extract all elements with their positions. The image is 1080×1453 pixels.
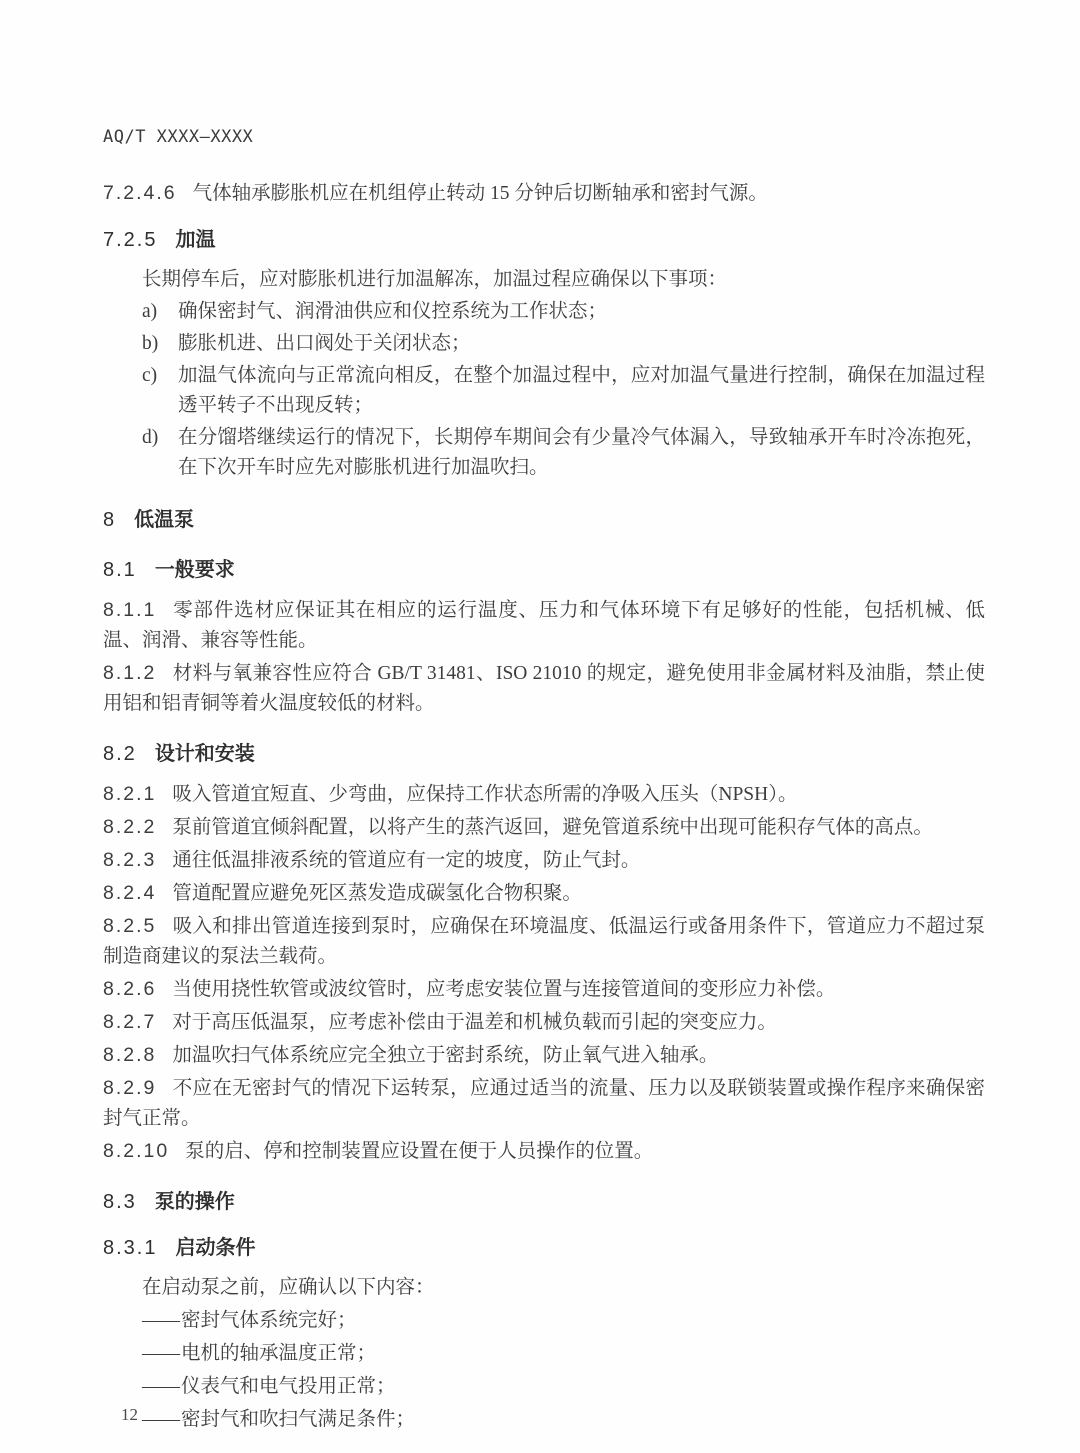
clause-number: 8.2.6 xyxy=(103,978,157,1000)
clause xyxy=(103,1136,985,1167)
clause xyxy=(103,1040,985,1071)
clause-number: 8.1.1 xyxy=(103,599,157,621)
clause xyxy=(103,595,985,656)
list-item xyxy=(103,423,985,483)
clause-text: 吸入和排出管道连接到泵时，应确保在环境温度、低温运行或备用条件下，管道应力不超过泵制造商建议的泵法兰载荷。 xyxy=(103,916,985,967)
section-heading xyxy=(103,739,985,769)
dash-item-text: 密封气体系统完好； xyxy=(181,1310,357,1331)
standard-number-header: AQ/T XXXX—XXXX xyxy=(103,127,254,147)
heading-number: 7.2.5 xyxy=(103,229,158,251)
clause xyxy=(103,1073,985,1134)
list-marker: a) xyxy=(142,301,158,322)
dash-item xyxy=(103,1339,985,1369)
clause-number: 8.2.9 xyxy=(103,1077,157,1099)
clause-text: 通往低温排液系统的管道应有一定的坡度，防止气封。 xyxy=(172,850,641,871)
clause-number: 8.2.1 xyxy=(103,783,157,805)
list-item xyxy=(103,297,985,327)
dash-item xyxy=(103,1405,985,1435)
dash-marker: —— xyxy=(142,1343,179,1364)
section-heading xyxy=(103,1187,985,1217)
dash-item xyxy=(103,1306,985,1336)
heading-title: 低温泵 xyxy=(134,509,195,531)
clause xyxy=(103,878,985,909)
clause-number: 8.1.2 xyxy=(103,662,157,684)
dash-marker: —— xyxy=(142,1376,179,1397)
clause-number: 8.2.10 xyxy=(103,1140,170,1162)
section-heading xyxy=(103,555,985,585)
list-marker: b) xyxy=(142,333,159,354)
heading-number: 8.3 xyxy=(103,1191,137,1213)
list-item-text: 膨胀机进、出口阀处于关闭状态； xyxy=(178,333,471,354)
clause xyxy=(103,812,985,843)
list-item-text: 确保密封气、润滑油供应和仪控系统为工作状态； xyxy=(178,301,608,322)
clause xyxy=(103,845,985,876)
clause-text: 吸入管道宜短直、少弯曲，应保持工作状态所需的净吸入压头（NPSH）。 xyxy=(172,784,798,805)
clause xyxy=(103,974,985,1005)
clause-number: 8.2.4 xyxy=(103,882,157,904)
heading-number: 8 xyxy=(103,509,117,531)
clause-text: 泵的启、停和控制装置应设置在便于人员操作的位置。 xyxy=(185,1141,654,1162)
heading-title: 一般要求 xyxy=(154,559,235,581)
list-item xyxy=(103,361,985,421)
clause xyxy=(103,178,985,209)
clause-number: 8.2.2 xyxy=(103,816,157,838)
clause-text: 不应在无密封气的情况下运转泵，应通过适当的流量、压力以及联锁装置或操作程序来确保密封气正常。 xyxy=(103,1078,985,1129)
dash-item-text: 密封气和吹扫气满足条件； xyxy=(181,1409,416,1430)
section-heading xyxy=(103,1233,985,1263)
clause-number: 8.2.8 xyxy=(103,1044,157,1066)
heading-title: 泵的操作 xyxy=(154,1191,235,1213)
clause-text: 管道配置应避免死区蒸发造成碳氢化合物积聚。 xyxy=(172,883,582,904)
dash-item xyxy=(103,1372,985,1402)
list-item-text: 加温气体流向与正常流向相反，在整个加温过程中，应对加温气量进行控制，确保在加温过程透平转子不出现反转； xyxy=(178,365,985,416)
clause-text: 对于高压低温泵，应考虑补偿由于温差和机械负载而引起的突变应力。 xyxy=(172,1012,777,1033)
heading-title: 设计和安装 xyxy=(154,743,255,765)
clause xyxy=(103,779,985,810)
page-number: 12 xyxy=(121,1405,138,1424)
dash-marker: —— xyxy=(142,1409,179,1430)
clause-number: 7.2.4.6 xyxy=(103,182,177,204)
clause xyxy=(103,658,985,719)
heading-title: 启动条件 xyxy=(175,1237,256,1259)
chapter-heading xyxy=(103,505,985,535)
heading-number: 8.2 xyxy=(103,743,137,765)
dash-item-text: 电机的轴承温度正常； xyxy=(181,1343,377,1364)
list-marker: d) xyxy=(142,427,159,448)
heading-title: 加温 xyxy=(175,229,216,251)
body-paragraph: 在启动泵之前，应确认以下内容： xyxy=(142,1277,435,1298)
clause xyxy=(103,1007,985,1038)
clause-number: 8.2.7 xyxy=(103,1011,157,1033)
clause-text: 泵前管道宜倾斜配置，以将产生的蒸汽返回，避免管道系统中出现可能积存气体的高点。 xyxy=(172,817,933,838)
list-item-text: 在分馏塔继续运行的情况下，长期停车期间会有少量冷气体漏入，导致轴承开车时冷冻抱死，在下次开车时应先对膨胀机进行加温吹扫。 xyxy=(178,427,985,478)
body-paragraph: 长期停车后，应对膨胀机进行加温解冻，加温过程应确保以下事项： xyxy=(142,269,728,290)
clause-text: 零部件选材应保证其在相应的运行温度、压力和气体环境下有足够好的性能，包括机械、低温、润滑、兼容等性能。 xyxy=(103,600,985,651)
clause-text: 气体轴承膨胀机应在机组停止转动 15 分钟后切断轴承和密封气源。 xyxy=(192,183,768,204)
dash-marker: —— xyxy=(142,1310,179,1331)
clause-text: 加温吹扫气体系统应完全独立于密封系统，防止氧气进入轴承。 xyxy=(172,1045,719,1066)
section-heading xyxy=(103,225,985,255)
clause xyxy=(103,911,985,972)
dash-item-text: 仪表气和电气投用正常； xyxy=(181,1376,396,1397)
list-marker: c) xyxy=(142,365,158,386)
heading-number: 8.3.1 xyxy=(103,1237,158,1259)
list-item xyxy=(103,329,985,359)
clause-number: 8.2.5 xyxy=(103,915,157,937)
clause-text: 当使用挠性软管或波纹管时，应考虑安装位置与连接管道间的变形应力补偿。 xyxy=(172,979,836,1000)
clause-number: 8.2.3 xyxy=(103,849,157,871)
heading-number: 8.1 xyxy=(103,559,137,581)
clause-text: 材料与氧兼容性应符合 GB/T 31481、ISO 21010 的规定，避免使用非金属材料及油脂，禁止使用铝和铝青铜等着火温度较低的材料。 xyxy=(103,663,985,714)
